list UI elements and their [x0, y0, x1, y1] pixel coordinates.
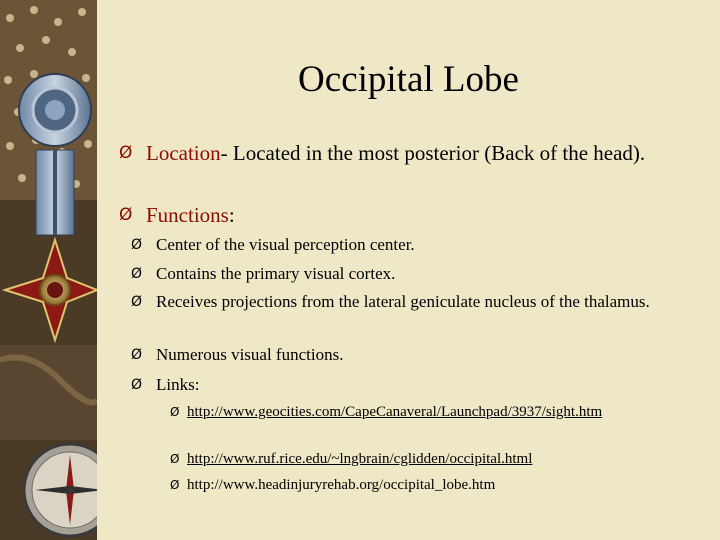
bullet-arrow-icon: Ø — [131, 294, 143, 310]
bullet-arrow-icon: Ø — [170, 405, 180, 419]
slide-title: Occipital Lobe — [298, 59, 519, 100]
bullet-arrow-icon: Ø — [131, 377, 143, 393]
sub-bullet — [131, 343, 691, 367]
sub-bullet — [131, 262, 691, 286]
location-description: Located in the most posterior (Back of the head). — [227, 141, 646, 165]
bullet-location — [119, 138, 679, 168]
sub-bullet-text: Contains the primary visual cortex. — [156, 264, 396, 283]
bullet-arrow-icon: Ø — [131, 347, 143, 363]
sub-bullet — [131, 290, 691, 314]
bullet-arrow-icon: Ø — [119, 143, 133, 163]
sub-bullet — [131, 233, 691, 257]
medals-decoration-image — [0, 0, 97, 540]
link-headinjury: http://www.headinjuryrehab.org/occipital_lobe.htm — [187, 477, 496, 493]
bullet-arrow-icon: Ø — [131, 237, 143, 253]
link-bullet — [170, 474, 690, 497]
sub-bullet-text: Numerous visual functions. — [156, 345, 344, 364]
bullet-arrow-icon: Ø — [131, 266, 143, 282]
bullet-arrow-icon: Ø — [119, 205, 133, 225]
bullet-arrow-icon: Ø — [170, 452, 180, 466]
functions-colon: : — [228, 203, 235, 227]
location-label: Location — [146, 141, 221, 165]
link-geocities[interactable]: http://www.geocities.com/CapeCanaveral/Launchpad/3937/sight.htm — [187, 404, 603, 420]
bullet-functions-text — [146, 200, 679, 230]
sub-bullet — [131, 373, 691, 397]
link-bullet — [170, 401, 690, 424]
side-decoration — [0, 0, 97, 540]
sub-bullet-text: Links: — [156, 375, 200, 394]
bullet-location-text — [146, 138, 679, 168]
link-bullet — [170, 448, 690, 471]
functions-label: Functions — [146, 203, 229, 227]
sub-bullet-text: Receives projections from the lateral geniculate nucleus of the thalamus. — [156, 292, 650, 311]
location-dash: - — [220, 141, 228, 165]
link-rice[interactable]: http://www.ruf.rice.edu/~lngbrain/cglidden/occipital.html — [187, 451, 533, 467]
bullet-functions — [119, 200, 679, 230]
slide-content — [97, 0, 720, 540]
bullet-arrow-icon: Ø — [170, 478, 180, 492]
sub-bullet-text: Center of the visual perception center. — [156, 235, 415, 254]
